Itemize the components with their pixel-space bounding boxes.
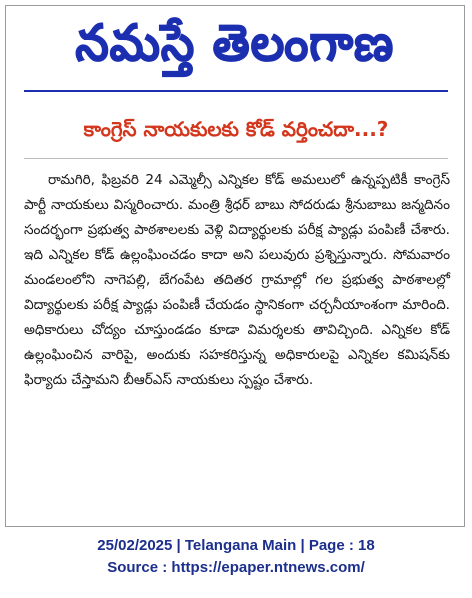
newspaper-masthead (6, 6, 464, 84)
clipping-footer (0, 535, 472, 579)
article-headline: కాంగ్రెస్‌ నాయకులకు కోడ్‌ వర్తించదా...? (83, 117, 389, 141)
headline-divider (24, 158, 448, 159)
masthead-divider (24, 90, 448, 92)
footer-source-link[interactable]: Source : https://epaper.ntnews.com/ (107, 559, 365, 576)
news-clipping (5, 5, 465, 527)
masthead-logo-text: నమస్తే తెలంగాణ (75, 14, 395, 72)
article-body: రామగిరి, ఫిబ్రవరి 24 ఎమ్మెల్సీ ఎన్నికల కోడ్‌ అమలులో ఉన్నప్పటికీ కాంగ్రెస్‌ పార్టీ నాయకులు విస్మరించారు. మంత్రి శ్రీధర్‌ బాబు సోదరుడు శ్రీనుబాబు జన్మదినం సందర్భంగా ప్రభుత్వ పాఠశాలలకు వెళ్లి విద్యార్థులకు పరీక్ష ప్యాడ్లు పంపిణీ చేశారు. ఇది ఎన్నికల కోడ్‌ ఉల్లంఘించడం కాదా అని పలువురు ప్రశ్నిస్తున్నారు. సోమవారం మండలంలోని నాగెపల్లి, బేగంపేట తదితర గ్రామాల్లో గల ప్రభుత్వ పాఠశాలల్లో విద్యార్థులకు పరీక్ష ప్యాడ్లు పంపిణీ చేయడం స్థానికంగా చర్చనీయాంశంగా మారింది. అధికారులు చోద్యం చూస్తుండడం కూడా విమర్శలకు తావిచ్చింది. ఎన్నికల కోడ్‌ ఉల్లంఘించిన వారిపై, అందుకు సహకరిస్తున్న అధికారులపై ఎన్నికల కమిషన్‌కు ఫిర్యాదు చేస్తామని బీఆర్‌ఎస్‌ నాయకులు స్పష్టం చేశారు. (24, 172, 450, 388)
footer-date-edition-page: 25/02/2025 | Telangana Main | Page : 18 (97, 537, 375, 554)
